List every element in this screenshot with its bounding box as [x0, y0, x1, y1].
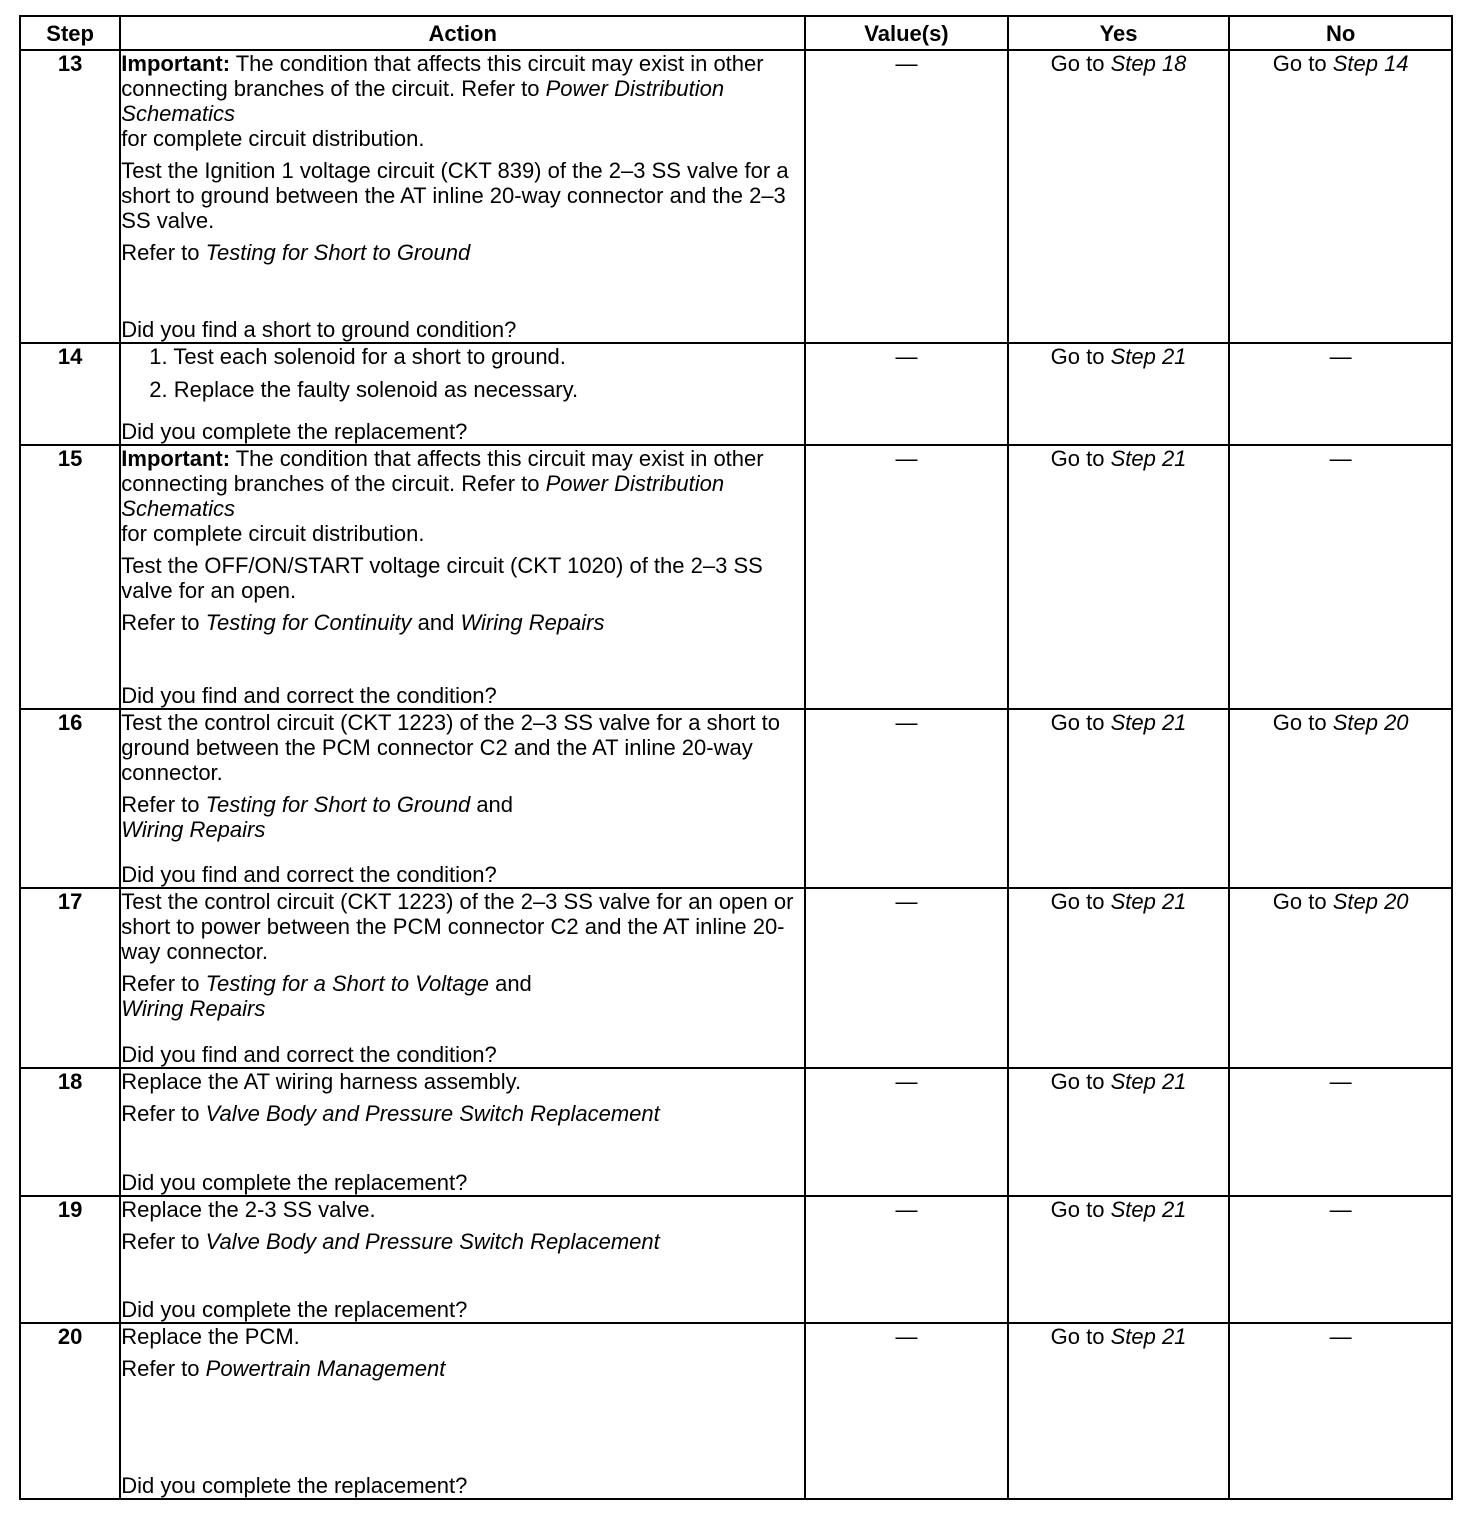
goto-prefix: Go to	[1050, 1324, 1111, 1349]
yes-cell	[1008, 343, 1230, 445]
refer-and: and	[411, 610, 461, 635]
no-cell: —	[1229, 1196, 1452, 1323]
step-number: 19	[20, 1196, 120, 1323]
action-cell	[120, 1068, 805, 1196]
question-text: Did you find and correct the condition?	[121, 1042, 497, 1067]
action-cell	[120, 1323, 805, 1499]
step-number: 17	[20, 888, 120, 1068]
value-cell: —	[805, 709, 1008, 888]
reference-link[interactable]: Valve Body and Pressure Switch Replacement	[205, 1229, 660, 1254]
instruction-text: Replace the 2-3 SS valve.	[121, 1197, 376, 1222]
no-cell: —	[1229, 1068, 1452, 1196]
refer-prefix: Refer to	[121, 971, 206, 996]
goto-step-link[interactable]: Step 14	[1332, 51, 1409, 76]
yes-cell	[1008, 1323, 1230, 1499]
value-cell: —	[805, 1068, 1008, 1196]
question-text: Did you find and correct the condition?	[121, 862, 497, 887]
action-cell	[120, 709, 805, 888]
step-number: 14	[20, 343, 120, 445]
header-step: Step	[20, 16, 120, 50]
reference-link[interactable]: Testing for a Short to Voltage	[205, 971, 489, 996]
reference-link[interactable]: Testing for Short to Ground	[205, 240, 471, 265]
question-text: Did you complete the replacement?	[121, 1297, 468, 1322]
yes-cell	[1008, 1068, 1230, 1196]
table-row	[20, 1068, 1452, 1196]
action-cell	[120, 1196, 805, 1323]
reference-link[interactable]: Power Distribution Schematics	[121, 471, 725, 521]
step-number: 18	[20, 1068, 120, 1196]
refer-line	[121, 971, 804, 1021]
refer-line	[121, 792, 804, 842]
step-number: 13	[20, 50, 120, 343]
goto-step-link[interactable]: Step 21	[1110, 1069, 1187, 1094]
reference-link[interactable]: Wiring Repairs	[460, 610, 605, 635]
question-text: Did you find a short to ground condition?	[121, 317, 517, 342]
reference-link[interactable]: Testing for Continuity	[205, 610, 412, 635]
instruction-text: Test the Ignition 1 voltage circuit (CKT 839) of the 2–3 SS valve for a short to ground between the AT inline 20-way connector and the 2–3 SS valve.	[121, 158, 789, 233]
goto-step-link[interactable]: Step 20	[1332, 710, 1409, 735]
step-number: 16	[20, 709, 120, 888]
no-cell	[1229, 50, 1452, 343]
numbered-list	[121, 344, 804, 410]
refer-prefix: Refer to	[121, 792, 206, 817]
no-cell	[1229, 888, 1452, 1068]
refer-prefix: Refer to	[121, 1101, 206, 1126]
action-cell	[120, 445, 805, 709]
yes-cell	[1008, 445, 1230, 709]
reference-link[interactable]: Wiring Repairs	[121, 996, 266, 1021]
value-cell: —	[805, 343, 1008, 445]
refer-line	[121, 240, 804, 265]
refer-line	[121, 1356, 804, 1381]
table-row	[20, 445, 1452, 709]
value-cell: —	[805, 1196, 1008, 1323]
header-action: Action	[120, 16, 805, 50]
instruction-text: Test the OFF/ON/START voltage circuit (CKT 1020) of the 2–3 SS valve for an open.	[121, 553, 763, 603]
no-cell: —	[1229, 1323, 1452, 1499]
goto-step-link[interactable]: Step 21	[1110, 710, 1187, 735]
refer-line	[121, 1101, 804, 1126]
instruction-text: Replace the PCM.	[121, 1324, 300, 1349]
important-note	[121, 51, 804, 151]
yes-cell	[1008, 1196, 1230, 1323]
goto-step-link[interactable]: Step 21	[1110, 1324, 1187, 1349]
question-text: Did you complete the replacement?	[121, 419, 468, 444]
goto-step-link[interactable]: Step 21	[1110, 446, 1187, 471]
reference-link[interactable]: Valve Body and Pressure Switch Replacement	[205, 1101, 660, 1126]
action-cell	[120, 343, 805, 445]
header-yes: Yes	[1008, 16, 1230, 50]
important-note	[121, 446, 804, 546]
goto-prefix: Go to	[1272, 51, 1333, 76]
table-row	[20, 888, 1452, 1068]
action-cell	[120, 888, 805, 1068]
list-item: 2. Replace the faulty solenoid as necessary.	[149, 377, 579, 402]
question-text: Did you find and correct the condition?	[121, 683, 497, 708]
goto-prefix: Go to	[1050, 889, 1111, 914]
reference-link[interactable]: Wiring Repairs	[121, 817, 266, 842]
no-cell: —	[1229, 445, 1452, 709]
goto-prefix: Go to	[1050, 1069, 1111, 1094]
goto-step-link[interactable]: Step 21	[1110, 889, 1187, 914]
yes-cell	[1008, 709, 1230, 888]
step-number: 20	[20, 1323, 120, 1499]
goto-step-link[interactable]: Step 18	[1110, 51, 1187, 76]
important-tail: for complete circuit distribution.	[121, 521, 425, 546]
goto-prefix: Go to	[1050, 51, 1111, 76]
list-item: 1. Test each solenoid for a short to ground.	[149, 344, 566, 369]
goto-prefix: Go to	[1050, 710, 1111, 735]
header-no: No	[1229, 16, 1452, 50]
table-row	[20, 50, 1452, 343]
important-text: The condition that affects this circuit may exist in other connecting branches of the circuit. Refer to	[121, 446, 764, 496]
table-row	[20, 709, 1452, 888]
header-values: Value(s)	[805, 16, 1008, 50]
goto-prefix: Go to	[1272, 710, 1333, 735]
goto-prefix: Go to	[1272, 889, 1333, 914]
goto-step-link[interactable]: Step 20	[1332, 889, 1409, 914]
refer-prefix: Refer to	[121, 1356, 206, 1381]
goto-prefix: Go to	[1050, 446, 1111, 471]
important-label: Important:	[121, 446, 231, 471]
goto-step-link[interactable]: Step 21	[1110, 344, 1187, 369]
step-number: 15	[20, 445, 120, 709]
refer-line	[121, 1229, 804, 1254]
refer-and: and	[470, 792, 514, 817]
value-cell: —	[805, 888, 1008, 1068]
instruction-text: Replace the AT wiring harness assembly.	[121, 1069, 522, 1094]
header-row	[20, 16, 1452, 50]
value-cell: —	[805, 445, 1008, 709]
refer-prefix: Refer to	[121, 610, 206, 635]
reference-link[interactable]: Testing for Short to Ground	[205, 792, 471, 817]
refer-and: and	[488, 971, 532, 996]
reference-link[interactable]: Power Distribution Schematics	[121, 76, 725, 126]
instruction-text: Test the control circuit (CKT 1223) of the 2–3 SS valve for a short to ground between the PCM connector C2 and the AT inline 20-way connector.	[121, 710, 780, 785]
no-cell	[1229, 709, 1452, 888]
yes-cell	[1008, 888, 1230, 1068]
no-cell: —	[1229, 343, 1452, 445]
table-row	[20, 343, 1452, 445]
reference-link[interactable]: Powertrain Management	[205, 1356, 446, 1381]
instruction-text: Test the control circuit (CKT 1223) of the 2–3 SS valve for an open or short to power between the PCM connector C2 and the AT inline 20-way connector.	[121, 889, 794, 964]
important-label: Important:	[121, 51, 231, 76]
goto-prefix: Go to	[1050, 1197, 1111, 1222]
diagnostic-table	[19, 15, 1453, 1500]
action-cell	[120, 50, 805, 343]
table-row	[20, 1323, 1452, 1499]
refer-prefix: Refer to	[121, 240, 206, 265]
goto-step-link[interactable]: Step 21	[1110, 1197, 1187, 1222]
value-cell: —	[805, 1323, 1008, 1499]
question-text: Did you complete the replacement?	[121, 1170, 468, 1195]
goto-prefix: Go to	[1050, 344, 1111, 369]
question-text: Did you complete the replacement?	[121, 1473, 468, 1498]
important-text: The condition that affects this circuit may exist in other connecting branches of the circuit. Refer to	[121, 51, 764, 101]
table-row	[20, 1196, 1452, 1323]
value-cell: —	[805, 50, 1008, 343]
important-tail: for complete circuit distribution.	[121, 126, 425, 151]
yes-cell	[1008, 50, 1230, 343]
refer-line	[121, 610, 804, 635]
refer-prefix: Refer to	[121, 1229, 206, 1254]
